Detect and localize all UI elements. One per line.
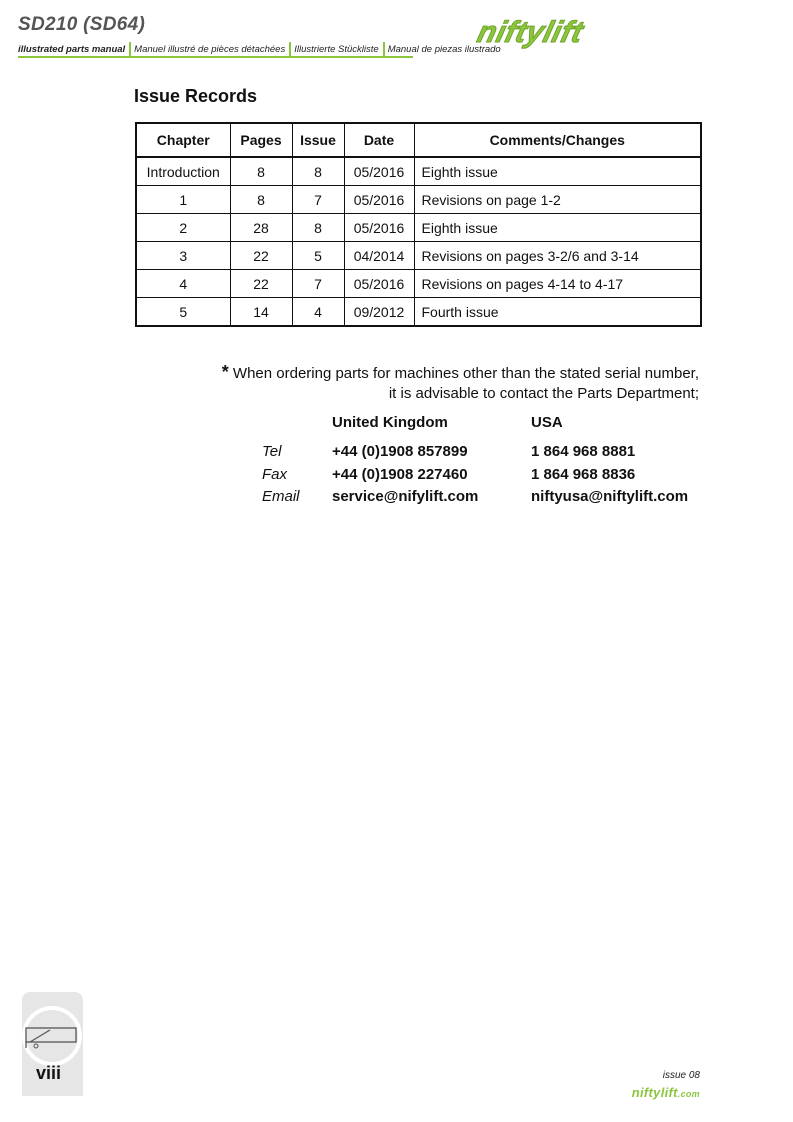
cell-issue: 7 [292,270,344,298]
table-row [136,157,701,186]
table-row [136,242,701,270]
cell-chapter: 5 [136,298,230,327]
table-row [136,214,701,242]
page-number: viii [36,1063,62,1083]
table-header-row [136,123,701,157]
table-row [136,186,701,214]
uk-fax: +44 (0)1908 227460 [332,466,468,483]
cell-comment: Revisions on pages 4-14 to 4-17 [414,270,701,298]
cell-date: 04/2014 [344,242,414,270]
cell-comment: Revisions on page 1-2 [414,186,701,214]
manual-title-fr: Manuel illustré de pièces détachées [134,43,286,55]
usa-fax: 1 864 968 8836 [531,466,636,483]
cell-issue: 4 [292,298,344,327]
usa-tel: 1 864 968 8881 [531,443,636,460]
cell-chapter: 4 [136,270,230,298]
brand-logo: niftylift [474,16,587,49]
email-label: Email [262,488,300,505]
manual-title-es: Manual de piezas ilustrado [387,43,501,55]
issue-records-table [135,122,702,327]
notice-line-2: it is advisable to contact the Parts Department; [388,385,699,402]
cell-issue: 7 [292,186,344,214]
cell-date: 05/2016 [344,157,414,186]
cell-comment: Revisions on pages 3-2/6 and 3-14 [414,242,701,270]
cell-pages: 8 [230,157,292,186]
cell-pages: 8 [230,186,292,214]
model-title: SD210 (SD64) [18,14,146,35]
uk-tel: +44 (0)1908 857899 [332,443,468,460]
table-row [136,298,701,327]
usa-email: niftyusa@niftylift.com [531,488,689,505]
cell-comment: Eighth issue [414,214,701,242]
cell-issue: 8 [292,214,344,242]
ordering-notice [139,362,699,404]
usa-heading: USA [531,414,563,431]
cell-issue: 5 [292,242,344,270]
cell-date: 05/2016 [344,186,414,214]
column-header-date: Date [344,123,414,157]
section-heading: Issue Records [134,86,258,106]
cell-date: 05/2016 [344,270,414,298]
issue-label: issue 08 [662,1070,700,1081]
cell-chapter: 2 [136,214,230,242]
cell-pages: 22 [230,270,292,298]
manual-title-de: Illustrierte Stückliste [294,43,379,55]
cell-comment: Eighth issue [414,157,701,186]
cell-pages: 14 [230,298,292,327]
cell-issue: 8 [292,157,344,186]
uk-heading: United Kingdom [332,414,448,431]
footer-brand: niftylift [631,1085,678,1100]
cell-comment: Fourth issue [414,298,701,327]
cell-date: 09/2012 [344,298,414,327]
uk-email: service@nifylift.com [332,488,479,505]
asterisk-icon: * [221,362,229,382]
cell-pages: 28 [230,214,292,242]
cell-pages: 22 [230,242,292,270]
footer-brand-logo [632,1085,700,1100]
notice-line-1: When ordering parts for machines other than the stated serial number, [232,365,699,382]
column-header-chapter: Chapter [136,123,230,157]
column-header-pages: Pages [230,123,292,157]
column-header-issue: Issue [292,123,344,157]
cell-chapter: 1 [136,186,230,214]
column-header-comments: Comments/Changes [414,123,701,157]
cell-chapter: 3 [136,242,230,270]
manual-title-bar [18,42,505,56]
title-underline [18,56,413,58]
cell-date: 05/2016 [344,214,414,242]
table-row [136,270,701,298]
footer-brand-suffix: .com [677,1089,700,1099]
manual-title-en: illustrated parts manual [18,43,126,55]
fax-label: Fax [262,466,288,483]
tel-label: Tel [262,443,282,460]
cell-chapter: Introduction [136,157,230,186]
